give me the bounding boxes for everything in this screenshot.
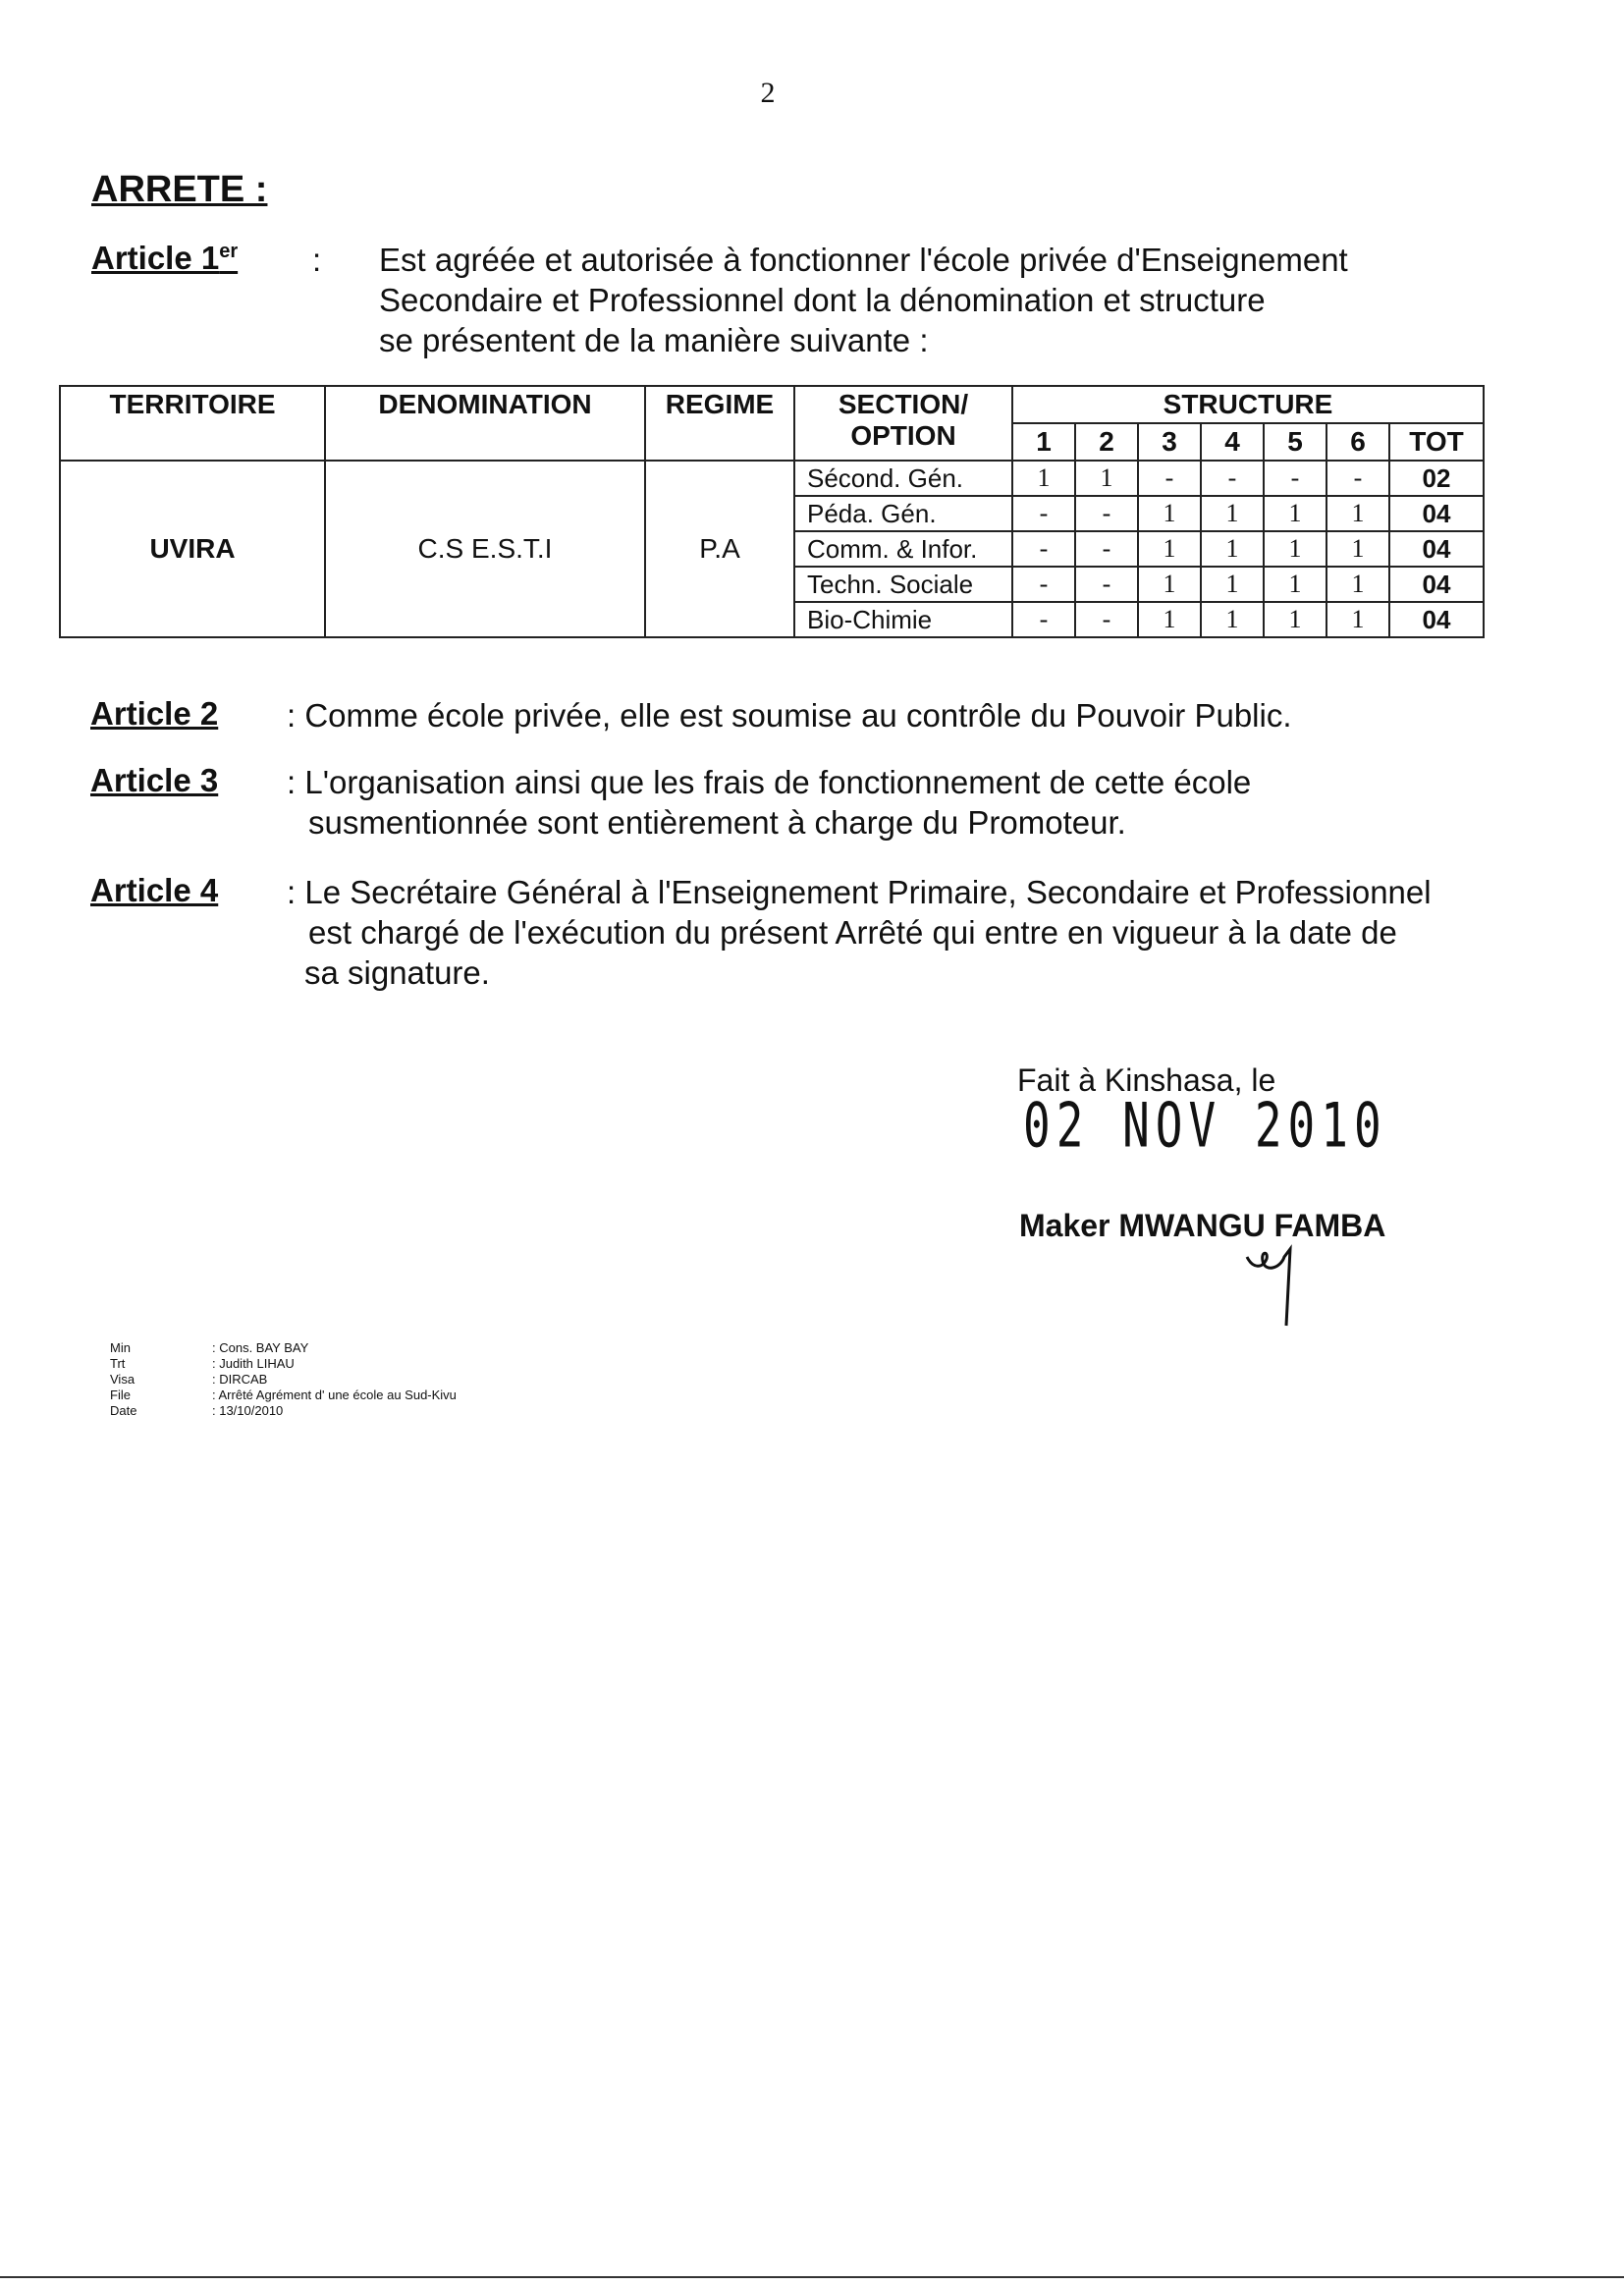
document-heading: ARRETE : xyxy=(91,169,268,210)
article-4-line: : Le Secrétaire Général à l'Enseignement Primaire, Secondaire et Professionnel xyxy=(287,874,1432,910)
cell-value: - xyxy=(1201,461,1264,496)
cell-value: 1 xyxy=(1138,567,1201,602)
cell-territoire: UVIRA xyxy=(60,461,325,637)
cell-section: Péda. Gén. xyxy=(794,496,1012,531)
reference-key: Trt xyxy=(110,1356,126,1371)
header-col-6: 6 xyxy=(1326,423,1389,461)
cell-value: 1 xyxy=(1264,602,1326,637)
cell-value: 1 xyxy=(1326,602,1389,637)
cell-value: 1 xyxy=(1264,531,1326,567)
cell-value: - xyxy=(1075,602,1138,637)
cell-value: 1 xyxy=(1201,602,1264,637)
article-1-line: se présentent de la manière suivante : xyxy=(379,322,929,358)
cell-value: 1 xyxy=(1201,531,1264,567)
cell-value: 1 xyxy=(1264,496,1326,531)
article-4-text xyxy=(287,872,1432,993)
reference-value: : Cons. BAY BAY xyxy=(212,1340,309,1355)
cell-total: 04 xyxy=(1389,602,1484,637)
signer-name: Maker MWANGU FAMBA xyxy=(1019,1208,1386,1243)
article-1-label xyxy=(91,240,238,277)
reference-key: Visa xyxy=(110,1372,135,1387)
cell-value: - xyxy=(1012,567,1075,602)
article-2-line: : Comme école privée, elle est soumise au contrôle du Pouvoir Public. xyxy=(287,697,1292,734)
header-col-5: 5 xyxy=(1264,423,1326,461)
reference-key: Min xyxy=(110,1340,131,1355)
cell-total: 04 xyxy=(1389,496,1484,531)
place-date xyxy=(1017,1062,1624,1162)
page-number: 2 xyxy=(760,77,776,109)
header-col-1: 1 xyxy=(1012,423,1075,461)
article-3-text xyxy=(287,762,1251,843)
reference-row xyxy=(110,1388,457,1403)
reference-row xyxy=(110,1356,457,1372)
cell-section: Techn. Sociale xyxy=(794,567,1012,602)
cell-value: 1 xyxy=(1012,461,1075,496)
article-3-label: Article 3 xyxy=(90,762,219,798)
article-4-line: sa signature. xyxy=(304,954,490,991)
cell-value: - xyxy=(1012,531,1075,567)
cell-value: 1 xyxy=(1138,531,1201,567)
header-denomination: DENOMINATION xyxy=(325,386,645,461)
reference-value: : DIRCAB xyxy=(212,1372,268,1387)
cell-section: Comm. & Infor. xyxy=(794,531,1012,567)
header-col-2: 2 xyxy=(1075,423,1138,461)
article-4-line: est chargé de l'exécution du présent Arrêté qui entre en vigueur à la date de xyxy=(308,914,1397,951)
reference-value: : Judith LIHAU xyxy=(212,1356,295,1371)
cell-value: 1 xyxy=(1138,496,1201,531)
reference-row xyxy=(110,1372,457,1388)
article-2-text xyxy=(287,695,1292,735)
article-1-text xyxy=(379,240,1348,360)
cell-regime: P.A xyxy=(645,461,794,637)
article-1-colon: : xyxy=(312,242,322,278)
reference-block xyxy=(110,1340,457,1419)
header-structure: STRUCTURE xyxy=(1012,386,1484,423)
header-section-option xyxy=(794,386,1012,461)
bottom-rule xyxy=(0,2276,1624,2278)
header-col-tot: TOT xyxy=(1389,423,1484,461)
date-stamp: 02 NOV 2010 xyxy=(1023,1089,1387,1162)
header-option-line: OPTION xyxy=(850,420,956,451)
place-date-text: Fait à Kinshasa, le xyxy=(1017,1062,1276,1098)
cell-total: 02 xyxy=(1389,461,1484,496)
table-row xyxy=(60,461,1484,496)
article-2-label: Article 2 xyxy=(90,695,219,732)
signature-mark xyxy=(1239,1239,1318,1328)
cell-value: 1 xyxy=(1326,496,1389,531)
cell-total: 04 xyxy=(1389,567,1484,602)
article-1-label-sup: er xyxy=(219,241,239,262)
cell-value: - xyxy=(1138,461,1201,496)
cell-value: - xyxy=(1075,531,1138,567)
cell-value: 1 xyxy=(1075,461,1138,496)
reference-value: : 13/10/2010 xyxy=(212,1403,284,1418)
reference-key: Date xyxy=(110,1403,137,1418)
article-3-line: : L'organisation ainsi que les frais de fonctionnement de cette école xyxy=(287,764,1252,800)
cell-value: 1 xyxy=(1326,531,1389,567)
article-4-label: Article 4 xyxy=(90,872,219,908)
article-1-line: Est agréée et autorisée à fonctionner l'école privée d'Enseignement xyxy=(379,242,1348,278)
cell-value: 1 xyxy=(1326,567,1389,602)
cell-value: - xyxy=(1012,602,1075,637)
cell-value: - xyxy=(1326,461,1389,496)
reference-key: File xyxy=(110,1388,131,1402)
cell-section: Sécond. Gén. xyxy=(794,461,1012,496)
cell-value: 1 xyxy=(1201,567,1264,602)
cell-value: 1 xyxy=(1264,567,1326,602)
structure-table xyxy=(59,385,1485,638)
article-3-line: susmentionnée sont entièrement à charge du Promoteur. xyxy=(308,804,1126,841)
cell-denomination: C.S E.S.T.I xyxy=(325,461,645,637)
cell-value: 1 xyxy=(1138,602,1201,637)
cell-value: - xyxy=(1264,461,1326,496)
cell-value: - xyxy=(1012,496,1075,531)
cell-value: - xyxy=(1075,567,1138,602)
cell-section: Bio-Chimie xyxy=(794,602,1012,637)
reference-value: : Arrêté Agrément d' une école au Sud-Kivu xyxy=(212,1388,457,1402)
header-col-4: 4 xyxy=(1201,423,1264,461)
header-col-3: 3 xyxy=(1138,423,1201,461)
reference-row xyxy=(110,1403,457,1419)
header-section-line: SECTION/ xyxy=(838,389,969,419)
header-territoire: TERRITOIRE xyxy=(60,386,325,461)
cell-value: 1 xyxy=(1201,496,1264,531)
cell-total: 04 xyxy=(1389,531,1484,567)
article-1-label-main: Article 1 xyxy=(91,240,220,276)
cell-value: - xyxy=(1075,496,1138,531)
article-1-line: Secondaire et Professionnel dont la dénomination et structure xyxy=(379,282,1266,318)
reference-row xyxy=(110,1340,457,1356)
header-regime: REGIME xyxy=(645,386,794,461)
